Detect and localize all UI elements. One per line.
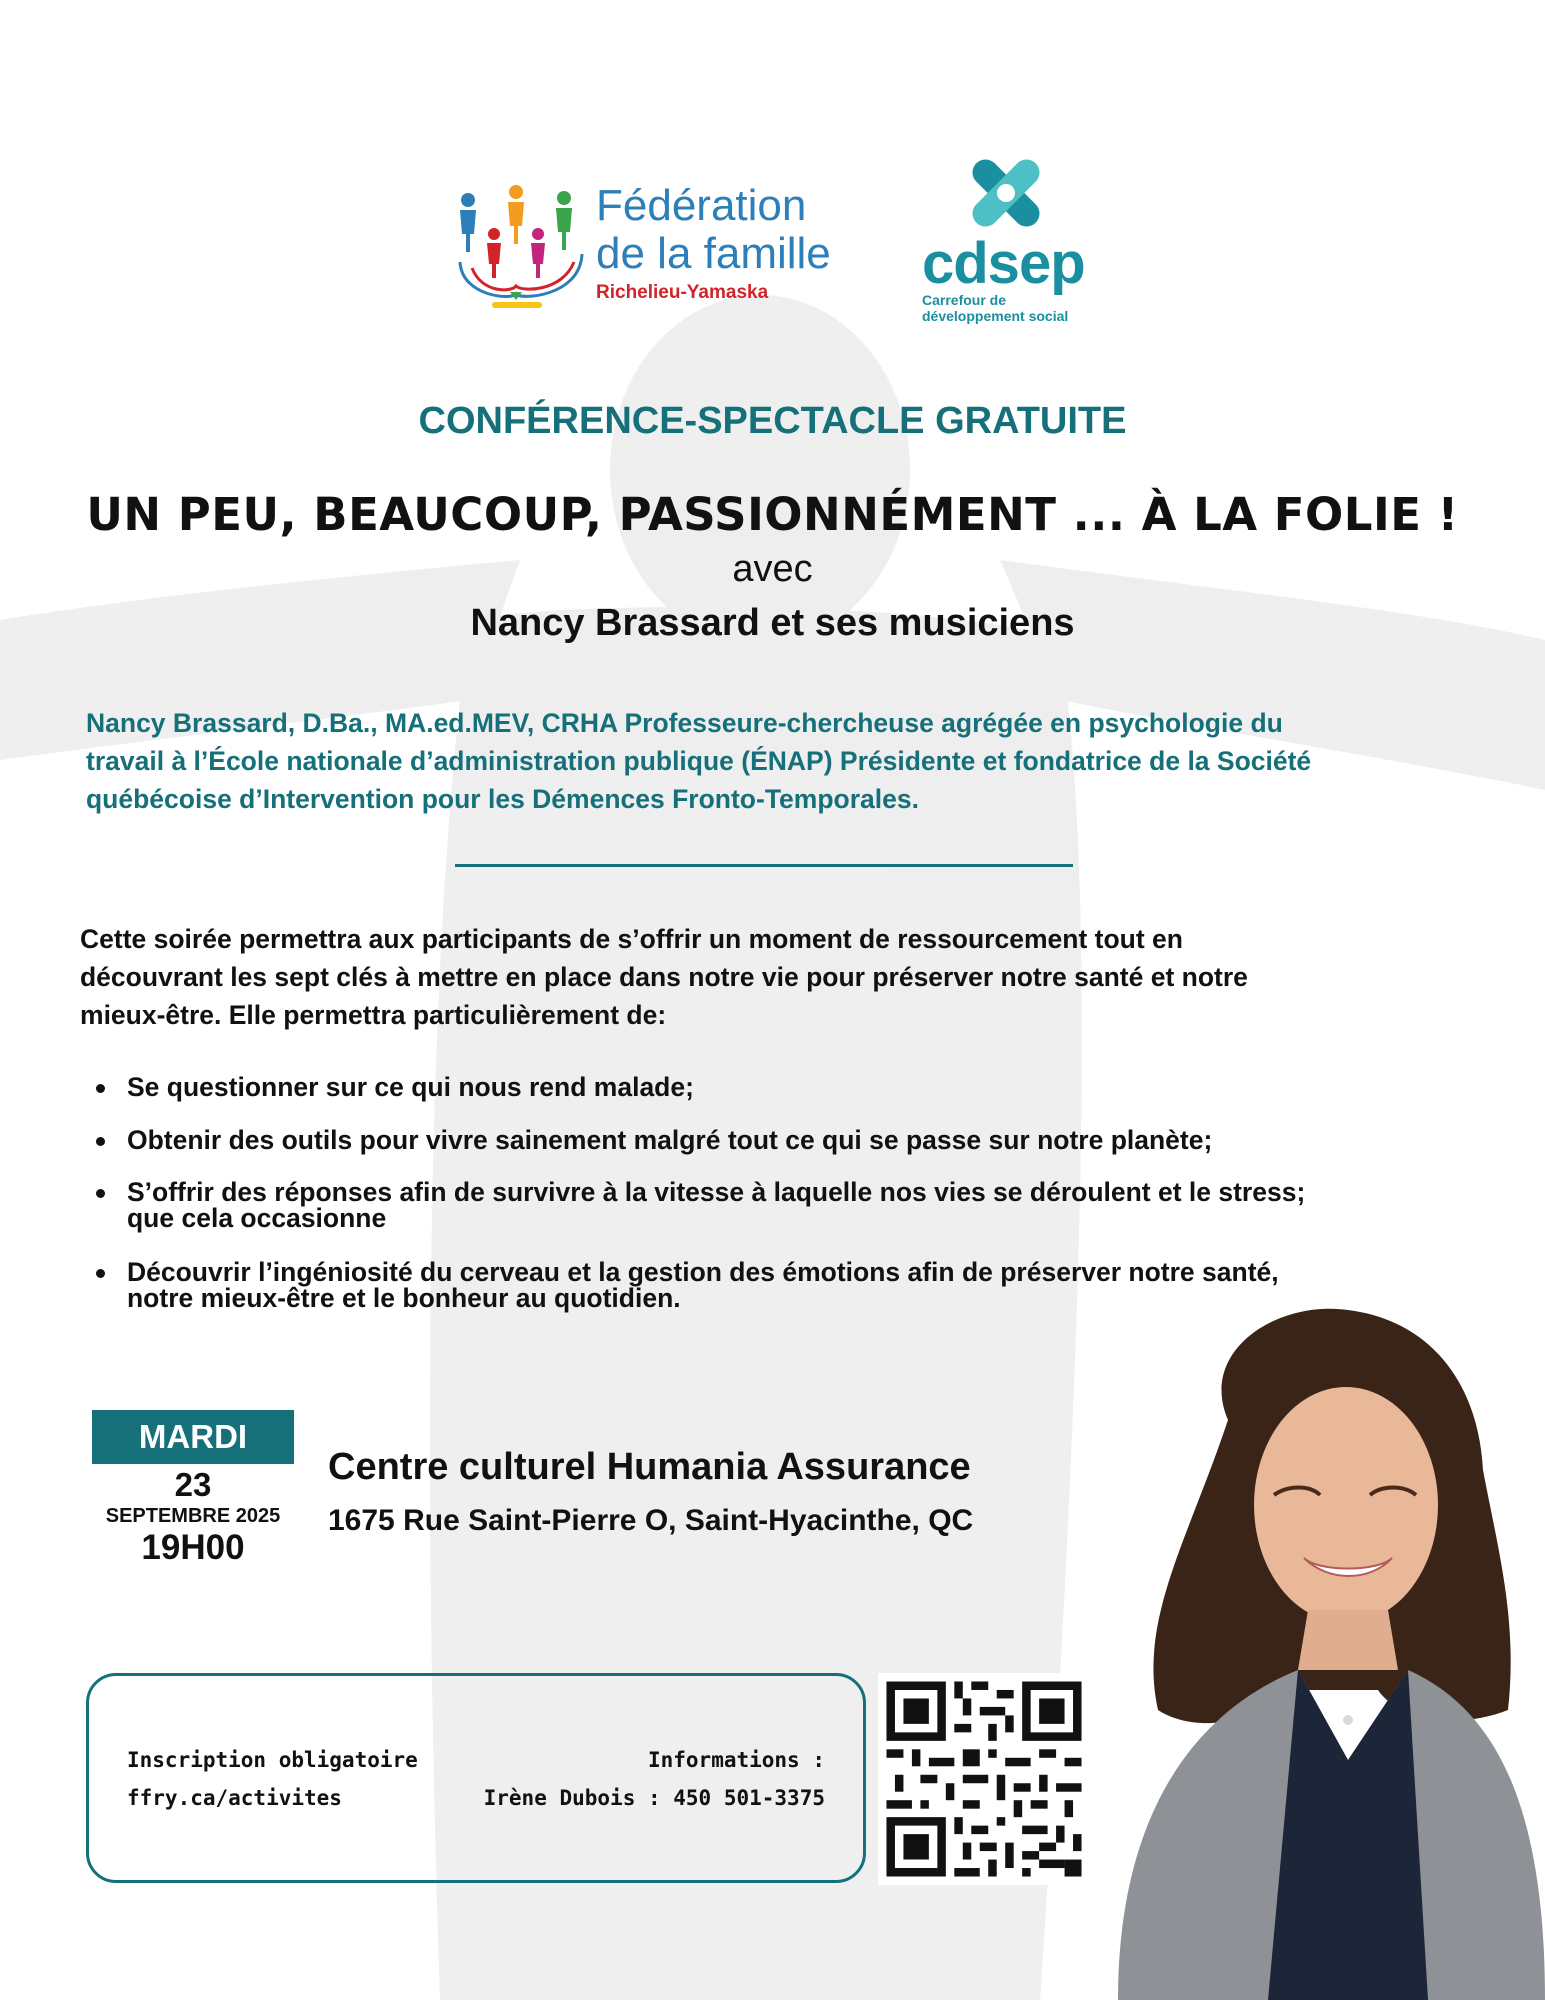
event-day: 23 (174, 1466, 212, 1503)
bio-line: Nancy Brassard, D.Ba., MA.ed.MEV, CRHA Professeure-chercheuse agrégée en psychologie du (86, 708, 1283, 738)
registration-box (86, 1673, 866, 1883)
federation-famille-logo (452, 182, 862, 312)
bullet-icon (96, 1269, 105, 1278)
event-month-year: SEPTEMBRE 2025 (105, 1505, 281, 1527)
description-line: mieux-être. Elle permettra particulièrement de: (80, 1000, 667, 1030)
cdsep-tagline-line1: Carrefour de (922, 292, 1007, 308)
federation-logo-line2: de la famille (596, 229, 831, 278)
federation-logo-region: Richelieu-Yamaska (596, 282, 769, 303)
cdsep-tagline (922, 292, 1068, 324)
event-performer: Nancy Brassard et ses musiciens (470, 602, 1075, 644)
registration-link[interactable]: ffry.ca/activites (127, 1786, 342, 1810)
cdsep-logo (918, 150, 1098, 330)
speaker-portrait (1078, 1290, 1545, 2000)
list-item-text: que cela occasionne (127, 1203, 387, 1233)
event-title: UN PEU, BEAUCOUP, PASSIONNÉMENT ... À LA FOLIE ! (86, 488, 1459, 541)
objectives-list (96, 1066, 1456, 1311)
family-figures-icon (452, 182, 592, 312)
qr-code-icon[interactable] (878, 1673, 1090, 1885)
list-item (96, 1179, 1456, 1231)
bio-line: travail à l’École nationale d’administration publique (ÉNAP) Présidente et fondatrice de la Société (86, 746, 1312, 776)
registration-label: Inscription obligatoire (127, 1748, 418, 1772)
info-contact: Irène Dubois : 450 501-3375 (483, 1786, 825, 1810)
cdsep-tagline-line2: développement social (922, 308, 1069, 324)
cdsep-logo-text: cdsep (922, 231, 1085, 296)
venue-name: Centre culturel Humania Assurance (328, 1446, 971, 1488)
list-item-text: Se questionner sur ce qui nous rend malade; (127, 1072, 694, 1102)
bullet-icon (96, 1189, 105, 1198)
event-weekday: MARDI (92, 1410, 294, 1464)
info-label: Informations : (647, 1748, 825, 1772)
description-line: découvrant les sept clés à mettre en place dans notre vie pour préserver notre santé et notre (80, 962, 1248, 992)
event-time: 19H00 (141, 1528, 245, 1567)
event-description (80, 920, 1410, 1034)
event-with: avec (732, 548, 813, 590)
list-item (96, 1127, 1456, 1153)
list-item-text: Obtenir des outils pour vivre sainement malgré tout ce qui se passe sur notre planète; (127, 1125, 1213, 1155)
list-item (96, 1074, 1456, 1100)
bio-line: québécoise d’Intervention pour les Démences Fronto-Temporales. (86, 784, 919, 814)
event-kicker: CONFÉRENCE-SPECTACLE GRATUITE (418, 400, 1127, 442)
list-item-text: S’offrir des réponses afin de survivre à la vitesse à laquelle nos vies se déroulent et le stress; (127, 1177, 1306, 1207)
federation-logo-line1: Fédération (596, 181, 807, 230)
venue-address: 1675 Rue Saint-Pierre O, Saint-Hyacinthe, QC (328, 1504, 974, 1537)
list-item-text: notre mieux-être et le bonheur au quotidien. (127, 1283, 681, 1313)
federation-logo-text (596, 182, 831, 278)
bullet-icon (96, 1137, 105, 1146)
list-item-text: Découvrir l’ingéniosité du cerveau et la gestion des émotions afin de préserver notre santé, (127, 1257, 1279, 1287)
speaker-bio (86, 704, 1486, 818)
bullet-icon (96, 1084, 105, 1093)
description-line: Cette soirée permettra aux participants de s’offrir un moment de ressourcement tout en (80, 924, 1183, 954)
section-divider (455, 864, 1073, 867)
event-date (92, 1410, 294, 1568)
cdsep-cross-icon (958, 150, 1054, 236)
